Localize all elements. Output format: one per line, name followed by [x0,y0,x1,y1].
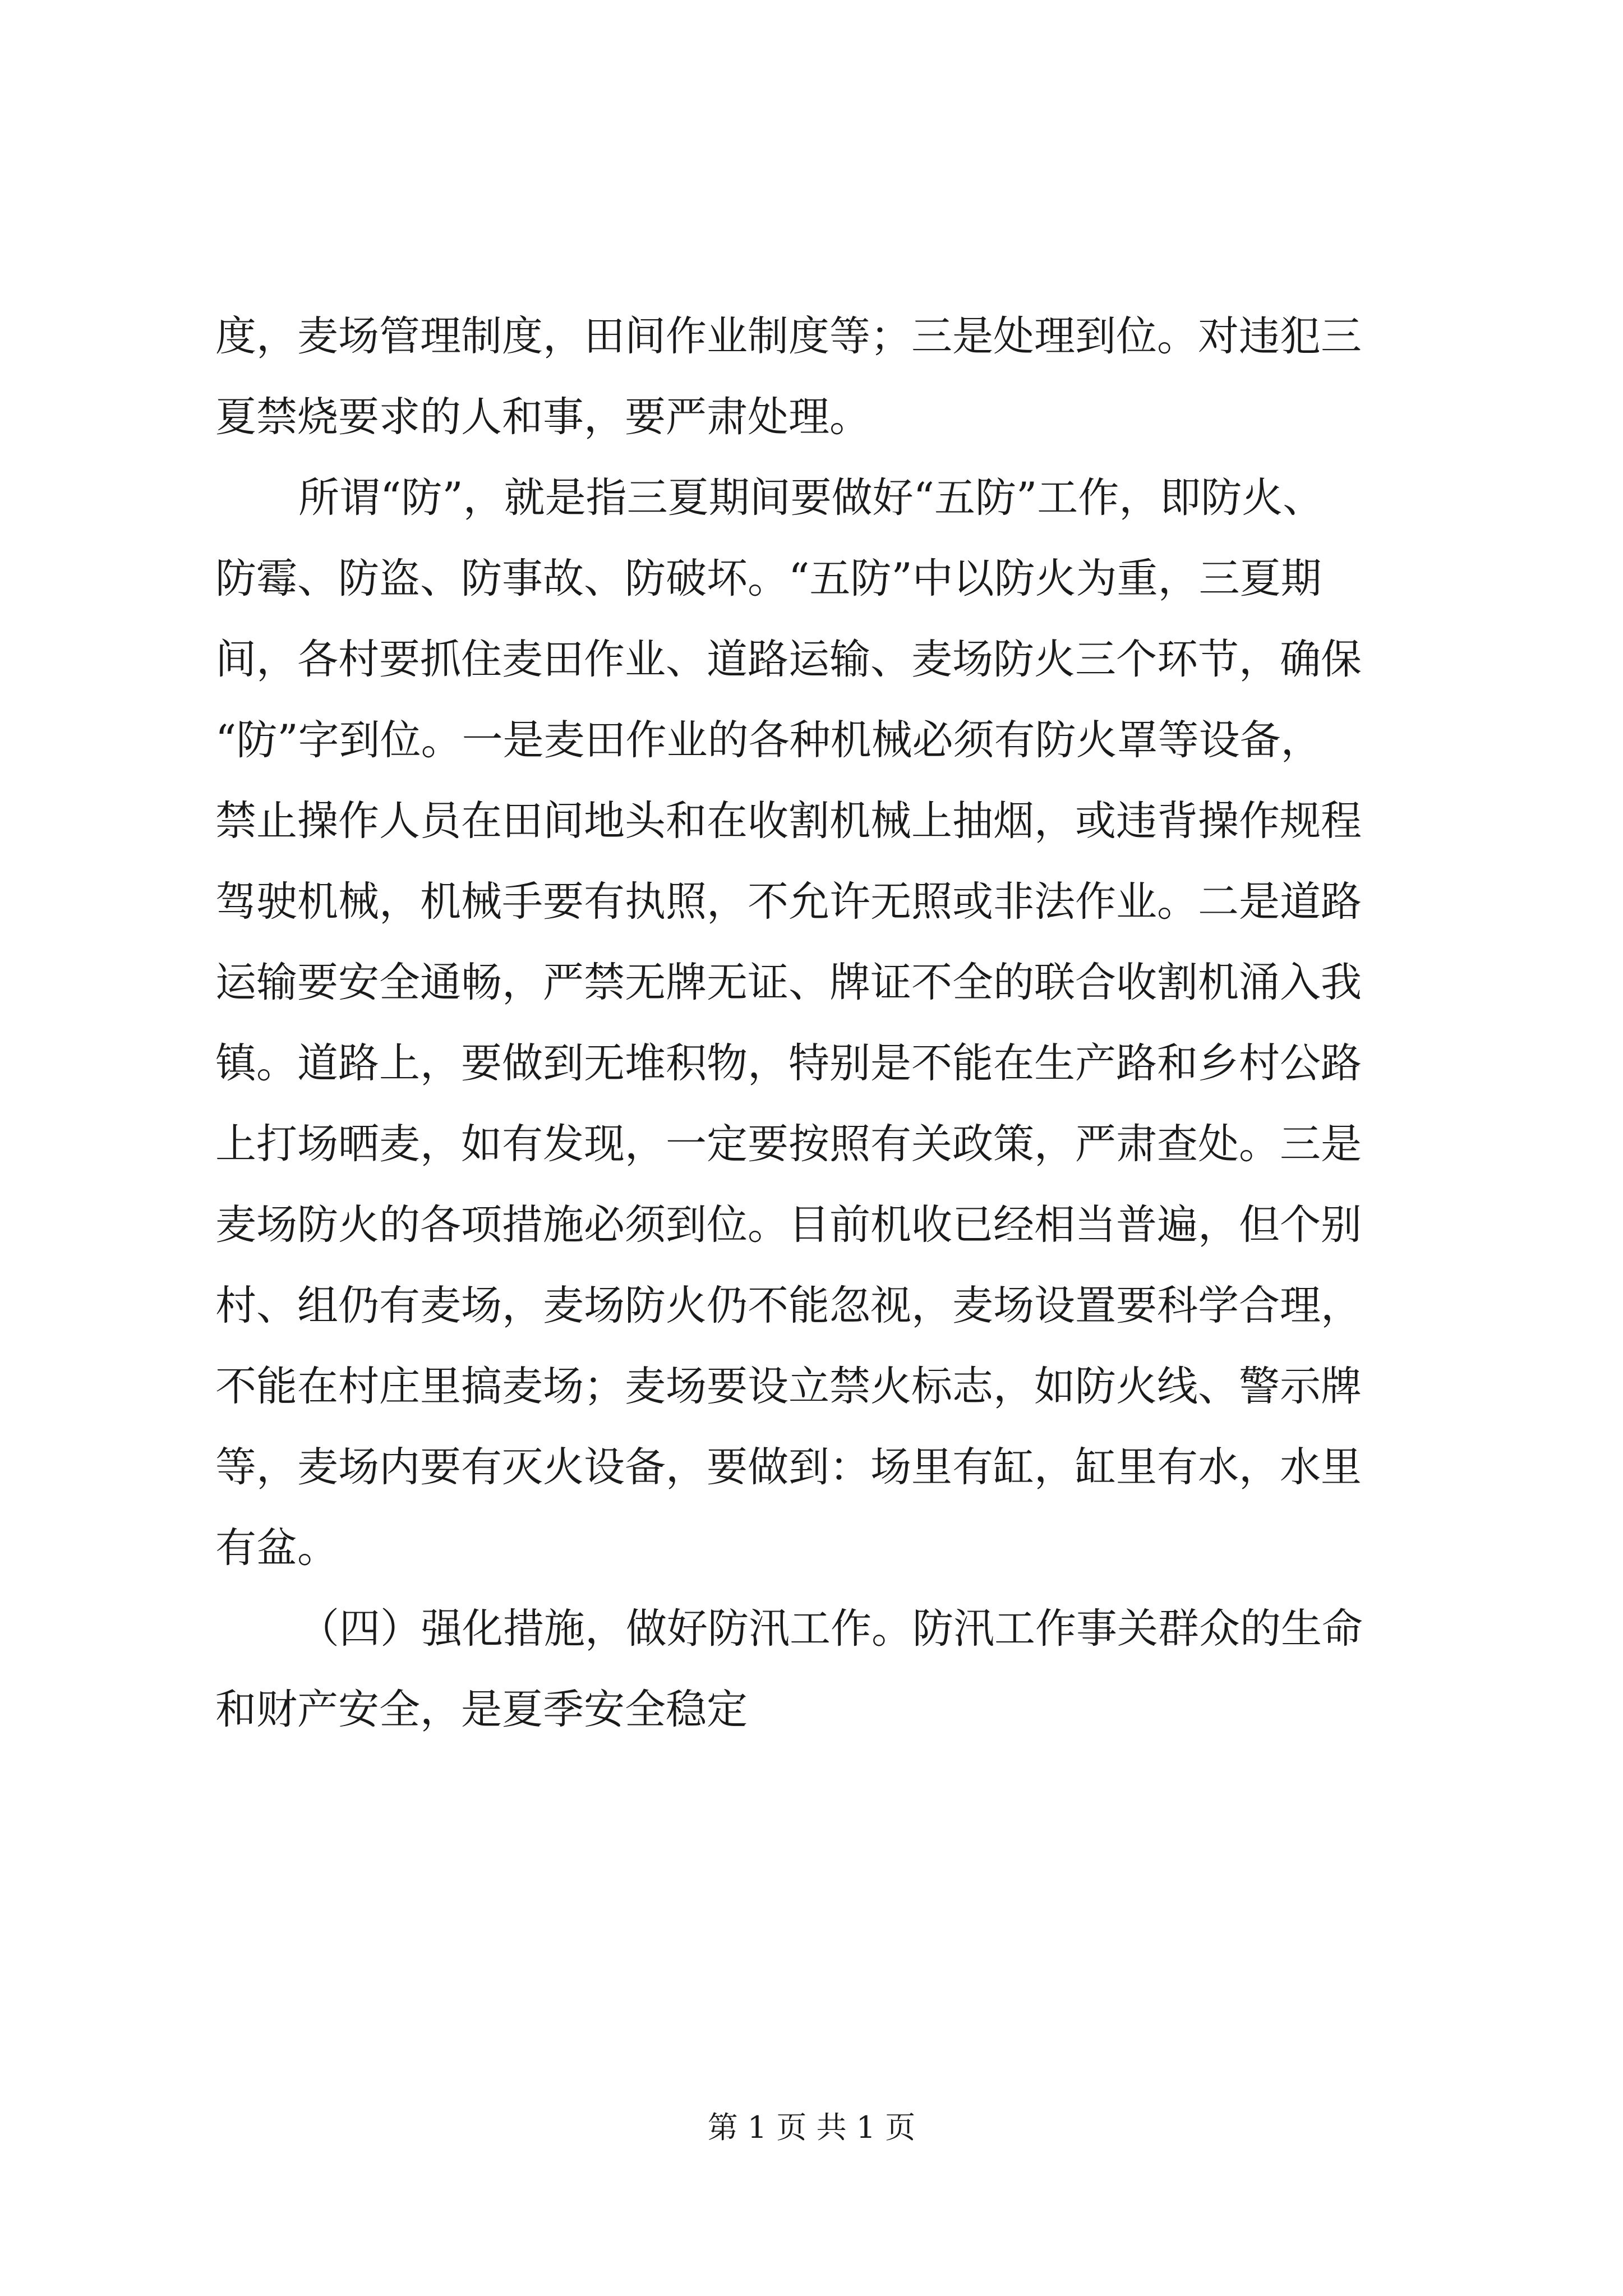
text-line: 间，各村要抓住麦田作业、道路运输、麦场防火三个环节，确保 [215,636,1362,683]
document-body [215,296,1415,1750]
text-line: 夏禁烧要求的人和事，要严肃处理。 [215,393,870,441]
text-line: 所谓“防”，就是指三夏期间要做好“五防”工作，即防火、 [298,474,1324,522]
text-line: 禁止操作人员在田间地头和在收割机械上抽烟，或违背操作规程 [215,797,1362,845]
text-line: 等，麦场内要有灭火设备，要做到：场里有缸，缸里有水，水里 [215,1443,1362,1491]
text-line: （四）强化措施，做好防汛工作。防汛工作事关群众的生命 [298,1605,1363,1653]
text-line: 度，麦场管理制度，田间作业制度等；三是处理到位。对违犯三 [215,312,1362,360]
text-line: 不能在村庄里搞麦场；麦场要设立禁火标志，如防火线、警示牌 [215,1363,1362,1410]
text-line: 驾驶机械，机械手要有执照，不允许无照或非法作业。二是道路 [215,878,1362,926]
paragraph-1 [215,296,1415,458]
text-line: 运输要安全通畅，严禁无牌无证、牌证不全的联合收割机涌入我 [215,959,1362,1006]
page-footer: 第 1 页 共 1 页 [707,2110,916,2145]
paragraph-3 [215,1589,1415,1750]
text-line: 有盆。 [215,1524,338,1572]
text-line: 镇。道路上，要做到无堆积物，特别是不能在生产路和乡村公路 [215,1039,1362,1087]
text-line: 麦场防火的各项措施必须到位。目前机收已经相当普遍，但个别 [215,1201,1362,1249]
text-line: 防霉、防盗、防事故、防破坏。“五防”中以防火为重，三夏期 [215,555,1322,602]
text-line: 和财产安全，是夏季安全稳定 [215,1686,748,1733]
text-line: “防”字到位。一是麦田作业的各种机械必须有防火罩等设备， [215,716,1322,764]
text-line: 村、组仍有麦场，麦场防火仍不能忽视，麦场设置要科学合理， [215,1282,1362,1329]
paragraph-2 [215,458,1415,1589]
text-line: 上打场晒麦，如有发现，一定要按照有关政策，严肃查处。三是 [215,1120,1362,1168]
